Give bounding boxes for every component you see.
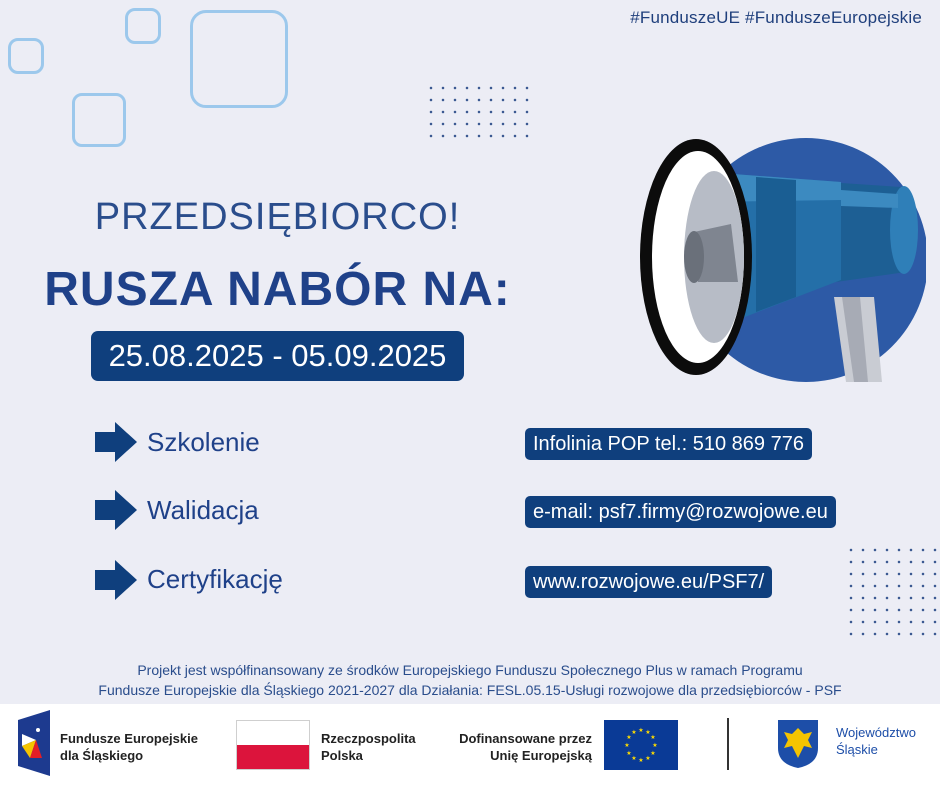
poland-flag-icon (236, 720, 310, 770)
slaskie-coat-of-arms-icon (776, 718, 820, 770)
funding-note-line2: Fundusze Europejskie dla Śląskiego 2021-2027 dla Działania: FESL.05.15-Usługi rozwojowe dla przedsiębiorców - PSF (98, 682, 842, 698)
eu-flag-icon (604, 720, 678, 770)
slaskie-logo-line1: Województwo (836, 725, 916, 740)
svg-text:★: ★ (624, 742, 630, 749)
rp-logo-text (321, 730, 416, 764)
hashtags: #FunduszeUE #FunduszeEuropejskie (630, 8, 922, 27)
funding-note (0, 660, 940, 700)
eu-logo-text (452, 730, 592, 764)
greeting-heading: PRZEDSIĘBIORCO! (94, 196, 461, 238)
svg-text:★: ★ (638, 757, 644, 764)
date-range-badge: 25.08.2025 - 05.09.2025 (91, 331, 464, 381)
slaskie-logo-text (836, 724, 916, 758)
decor-square (190, 10, 288, 108)
decor-dot-grid (845, 544, 940, 638)
item-szkolenie: Szkolenie (147, 427, 260, 457)
svg-text:★: ★ (645, 755, 651, 762)
fe-logo-line2: dla Śląskiego (60, 748, 144, 763)
svg-text:★: ★ (652, 742, 658, 749)
decor-dot-grid (425, 82, 533, 146)
svg-text:★: ★ (650, 734, 656, 741)
rp-logo-line2: Polska (321, 748, 363, 763)
arrow-right-icon (95, 422, 137, 462)
decor-square (72, 93, 126, 147)
eu-logo-line1: Dofinansowane przez (459, 731, 592, 746)
website-link-box[interactable] (525, 566, 772, 598)
arrow-right-icon (95, 490, 137, 530)
svg-text:★: ★ (631, 755, 637, 762)
rp-logo-line1: Rzeczpospolita (321, 731, 416, 746)
item-certyfikacja: Certyfikację (147, 564, 283, 594)
arrow-right-icon (95, 560, 137, 600)
svg-text:★: ★ (626, 750, 632, 757)
decor-square (8, 38, 44, 74)
main-heading: RUSZA NABÓR NA: (44, 263, 511, 316)
logo-divider (727, 718, 729, 770)
slaskie-logo-line2: Śląskie (836, 742, 878, 757)
svg-text:★: ★ (631, 729, 637, 736)
svg-text:★: ★ (645, 729, 651, 736)
funding-note-line1: Projekt jest współfinansowany ze środków Europejskiego Funduszu Społecznego Plus w ramach Programu (137, 662, 803, 678)
decor-square (125, 8, 161, 44)
fundusze-europejskie-logo-icon (16, 710, 52, 776)
email-info[interactable]: e-mail: psf7.firmy@rozwojowe.eu (525, 496, 836, 528)
fe-logo-line1: Fundusze Europejskie (60, 731, 198, 746)
fe-logo-text (60, 730, 198, 764)
phone-info: Infolinia POP tel.: 510 869 776 (525, 428, 812, 460)
item-walidacja: Walidacja (147, 495, 259, 525)
eu-logo-line2: Unię Europejską (490, 748, 592, 763)
svg-text:★: ★ (626, 734, 632, 741)
svg-text:★: ★ (650, 750, 656, 757)
megaphone-icon (636, 132, 926, 392)
website-link[interactable]: www.rozwojowe.eu/PSF7/ (533, 571, 765, 593)
svg-text:★: ★ (638, 727, 644, 734)
